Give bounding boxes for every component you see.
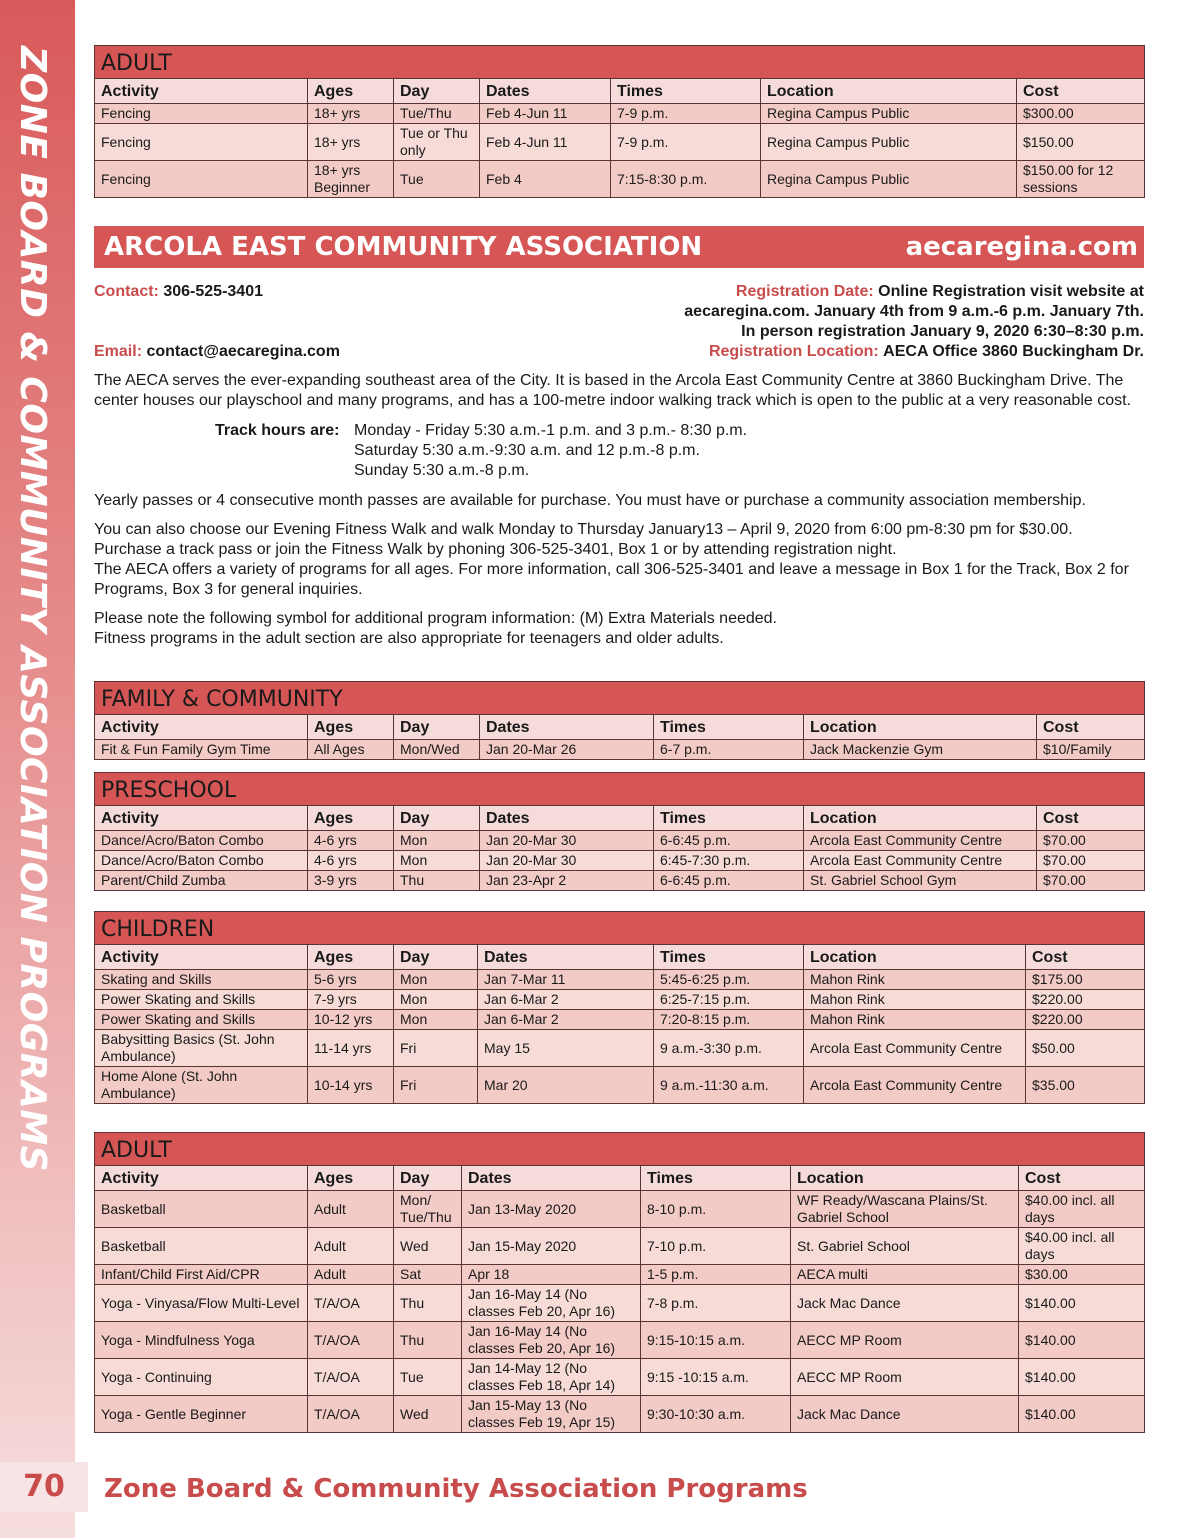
cell-cost: $40.00 incl. all days <box>1019 1228 1145 1265</box>
column-header-ages: Ages <box>308 715 394 740</box>
section-title: CHILDREN <box>95 912 1145 945</box>
cell-activity: Dance/Acro/Baton Combo <box>95 831 308 851</box>
cell-day: Tue <box>394 1359 462 1396</box>
cell-times: 7:20-8:15 p.m. <box>654 1010 804 1030</box>
cell-dates: Apr 18 <box>462 1265 641 1285</box>
evening-walk-3: The AECA offers a variety of programs for all ages. For more information, call 306-525-3401 and leave a message in Box 1 for the Track, Box 2 for Programs, Box 3 for general inquiries. <box>94 561 1129 598</box>
cell-ages: 5-6 yrs <box>308 970 394 990</box>
column-header-day: Day <box>394 715 480 740</box>
cell-cost: $220.00 <box>1026 990 1145 1010</box>
description <box>94 371 1144 649</box>
cell-activity: Yoga - Gentle Beginner <box>95 1396 308 1433</box>
cell-cost: $70.00 <box>1037 851 1145 871</box>
family-section <box>94 681 1144 760</box>
evening-walk-1: You can also choose our Evening Fitness Walk and walk Monday to Thursday January13 – April 9, 2020 from 6:00 pm-8:30 pm for $30.00. <box>94 521 1073 538</box>
cell-cost: $140.00 <box>1019 1322 1145 1359</box>
cell-cost: $140.00 <box>1019 1396 1145 1433</box>
column-header-activity: Activity <box>95 945 308 970</box>
cell-times: 1-5 p.m. <box>641 1265 791 1285</box>
cell-location: Jack Mac Dance <box>791 1396 1019 1433</box>
cell-dates: Jan 15-May 13 (No classes Feb 19, Apr 15) <box>462 1396 641 1433</box>
cell-ages: Adult <box>308 1191 394 1228</box>
cell-cost: $140.00 <box>1019 1359 1145 1396</box>
cell-dates: Jan 20-Mar 30 <box>480 831 654 851</box>
header-row <box>95 1166 1145 1191</box>
track-hours <box>94 421 1144 491</box>
column-header-location: Location <box>804 806 1037 831</box>
section-title-row <box>95 682 1145 715</box>
cell-times: 9 a.m.-11:30 a.m. <box>654 1067 804 1104</box>
cell-location: AECC MP Room <box>791 1359 1019 1396</box>
table-row <box>95 1322 1145 1359</box>
sidebar-title: ZONE BOARD & COMMUNITY ASSOCIATION PROGRAMS <box>12 46 53 1173</box>
cell-location: Arcola East Community Centre <box>804 1067 1026 1104</box>
contact-phone: 306-525-3401 <box>163 283 263 300</box>
cell-day: Fri <box>394 1067 478 1104</box>
association-banner <box>94 226 1144 268</box>
column-header-dates: Dates <box>480 79 611 104</box>
cell-times: 6-7 p.m. <box>654 740 804 760</box>
contact-label: Contact: <box>94 283 159 300</box>
children-section <box>94 911 1144 1104</box>
column-header-times: Times <box>654 715 804 740</box>
track-hours-weekday: Monday - Friday 5:30 a.m.-1 p.m. and 3 p.m.- 8:30 p.m. <box>354 422 748 439</box>
top-adult-section <box>94 45 1144 198</box>
cell-dates: Jan 15-May 2020 <box>462 1228 641 1265</box>
cell-ages: 18+ yrs Beginner <box>308 161 394 198</box>
cell-activity: Power Skating and Skills <box>95 1010 308 1030</box>
table-row <box>95 1191 1145 1228</box>
cell-dates: Jan 16-May 14 (No classes Feb 20, Apr 16) <box>462 1285 641 1322</box>
cell-ages: 18+ yrs <box>308 124 394 161</box>
contact-line <box>94 282 263 302</box>
cell-location: Mahon Rink <box>804 990 1026 1010</box>
association-website[interactable]: aecaregina.com <box>905 232 1138 262</box>
cell-cost: $70.00 <box>1037 871 1145 891</box>
cell-activity: Power Skating and Skills <box>95 990 308 1010</box>
column-header-dates: Dates <box>480 806 654 831</box>
cell-location: Jack Mac Dance <box>791 1285 1019 1322</box>
cell-dates: Mar 20 <box>478 1067 654 1104</box>
cell-activity: Fencing <box>95 124 308 161</box>
cell-dates: Feb 4-Jun 11 <box>480 104 611 124</box>
cell-ages: 4-6 yrs <box>308 851 394 871</box>
column-header-location: Location <box>791 1166 1019 1191</box>
section-title-row <box>95 1133 1145 1166</box>
cell-location: Regina Campus Public <box>761 124 1017 161</box>
cell-cost: $50.00 <box>1026 1030 1145 1067</box>
cell-location: Arcola East Community Centre <box>804 851 1037 871</box>
table-row <box>95 104 1145 124</box>
cell-times: 5:45-6:25 p.m. <box>654 970 804 990</box>
cell-cost: $30.00 <box>1019 1265 1145 1285</box>
cell-activity: Yoga - Continuing <box>95 1359 308 1396</box>
cell-times: 6:45-7:30 p.m. <box>654 851 804 871</box>
table-row <box>95 1265 1145 1285</box>
cell-location: WF Ready/Wascana Plains/St. Gabriel School <box>791 1191 1019 1228</box>
cell-location: AECA multi <box>791 1265 1019 1285</box>
cell-times: 9:30-10:30 a.m. <box>641 1396 791 1433</box>
cell-dates: Feb 4 <box>480 161 611 198</box>
cell-dates: Feb 4-Jun 11 <box>480 124 611 161</box>
preschool-section <box>94 772 1144 891</box>
cell-activity: Yoga - Mindfulness Yoga <box>95 1322 308 1359</box>
track-hours-sunday: Sunday 5:30 a.m.-8 p.m. <box>354 462 530 479</box>
column-header-dates: Dates <box>462 1166 641 1191</box>
email-label: Email: <box>94 343 143 360</box>
column-header-location: Location <box>804 715 1037 740</box>
cell-dates: Jan 14-May 12 (No classes Feb 18, Apr 14) <box>462 1359 641 1396</box>
cell-activity: Home Alone (St. John Ambulance) <box>95 1067 308 1104</box>
cell-ages: Adult <box>308 1228 394 1265</box>
cell-activity: Babysitting Basics (St. John Ambulance) <box>95 1030 308 1067</box>
cell-times: 6-6:45 p.m. <box>654 831 804 851</box>
cell-day: Mon <box>394 970 478 990</box>
cell-day: Mon <box>394 990 478 1010</box>
column-header-activity: Activity <box>95 1166 308 1191</box>
cell-times: 7-8 p.m. <box>641 1285 791 1322</box>
cell-location: Regina Campus Public <box>761 104 1017 124</box>
table-row <box>95 851 1145 871</box>
column-header-activity: Activity <box>95 715 308 740</box>
cell-location: Mahon Rink <box>804 970 1026 990</box>
cell-dates: Jan 20-Mar 30 <box>480 851 654 871</box>
cell-dates: Jan 20-Mar 26 <box>480 740 654 760</box>
cell-cost: $40.00 incl. all days <box>1019 1191 1145 1228</box>
cell-ages: 3-9 yrs <box>308 871 394 891</box>
footer-title: Zone Board & Community Association Programs <box>104 1474 808 1504</box>
cell-dates: Jan 7-Mar 11 <box>478 970 654 990</box>
cell-day: Mon/Wed <box>394 740 480 760</box>
cell-location: Mahon Rink <box>804 1010 1026 1030</box>
column-header-location: Location <box>761 79 1017 104</box>
section-title-row <box>95 773 1145 806</box>
cell-cost: $70.00 <box>1037 831 1145 851</box>
table-row <box>95 161 1145 198</box>
track-hours-saturday: Saturday 5:30 a.m.-9:30 a.m. and 12 p.m.-8 p.m. <box>354 442 700 459</box>
column-header-activity: Activity <box>95 806 308 831</box>
cell-day: Tue or Thu only <box>394 124 480 161</box>
reg-date-label: Registration Date: <box>735 283 874 300</box>
cell-day: Mon <box>394 1010 478 1030</box>
cell-dates: Jan 23-Apr 2 <box>480 871 654 891</box>
cell-activity: Fencing <box>95 161 308 198</box>
cell-ages: 11-14 yrs <box>308 1030 394 1067</box>
cell-dates: May 15 <box>478 1030 654 1067</box>
cell-dates: Jan 6-Mar 2 <box>478 990 654 1010</box>
table-row <box>95 124 1145 161</box>
column-header-activity: Activity <box>95 79 308 104</box>
cell-location: AECC MP Room <box>791 1322 1019 1359</box>
header-row <box>95 945 1145 970</box>
page-number: 70 <box>0 1462 88 1512</box>
cell-ages: 7-9 yrs <box>308 990 394 1010</box>
reg-location-label: Registration Location: <box>708 343 879 360</box>
cell-day: Fri <box>394 1030 478 1067</box>
reg-date-line2: aecaregina.com. January 4th from 9 a.m.-6 p.m. January 7th. <box>684 303 1144 320</box>
cell-times: 7:15-8:30 p.m. <box>611 161 761 198</box>
cell-dates: Jan 6-Mar 2 <box>478 1010 654 1030</box>
sidebar <box>0 0 75 1538</box>
email-value[interactable]: contact@aecaregina.com <box>146 343 340 360</box>
adult-section <box>94 1132 1144 1433</box>
cell-times: 9:15 -10:15 a.m. <box>641 1359 791 1396</box>
column-header-day: Day <box>394 945 478 970</box>
cell-cost: $35.00 <box>1026 1067 1145 1104</box>
column-header-day: Day <box>394 1166 462 1191</box>
header-row <box>95 79 1145 104</box>
cell-day: Tue <box>394 161 480 198</box>
cell-activity: Yoga - Vinyasa/Flow Multi-Level <box>95 1285 308 1322</box>
table-row <box>95 831 1145 851</box>
table-row <box>95 740 1145 760</box>
cell-ages: Adult <box>308 1265 394 1285</box>
passes-paragraph: Yearly passes or 4 consecutive month passes are available for purchase. You must have or purchase a community association membership. <box>94 492 1086 509</box>
column-header-ages: Ages <box>308 806 394 831</box>
table-row <box>95 1285 1145 1322</box>
table-row <box>95 990 1145 1010</box>
cell-day: Wed <box>394 1228 462 1265</box>
cell-activity: Basketball <box>95 1191 308 1228</box>
cell-cost: $220.00 <box>1026 1010 1145 1030</box>
preschool-table <box>94 772 1145 891</box>
column-header-times: Times <box>654 806 804 831</box>
cell-activity: Fit & Fun Family Gym Time <box>95 740 308 760</box>
cell-location: Regina Campus Public <box>761 161 1017 198</box>
column-header-times: Times <box>611 79 761 104</box>
cell-cost: $10/Family <box>1037 740 1145 760</box>
cell-day: Wed <box>394 1396 462 1433</box>
cell-times: 7-9 p.m. <box>611 124 761 161</box>
cell-activity: Fencing <box>95 104 308 124</box>
cell-ages: 4-6 yrs <box>308 831 394 851</box>
section-title: ADULT <box>95 1133 1145 1166</box>
table-row <box>95 1030 1145 1067</box>
column-header-dates: Dates <box>480 715 654 740</box>
section-title: ADULT <box>95 46 1145 79</box>
column-header-cost: Cost <box>1037 806 1145 831</box>
column-header-ages: Ages <box>308 1166 394 1191</box>
intro-paragraph: The AECA serves the ever-expanding southeast area of the City. It is based in the Arcola East Community Centre at 3860 Buckingham Drive. The center houses our playschool and many programs, and has a 100-metre indoor walking track which is open to the public at a very reasonable cost. <box>94 372 1132 409</box>
cell-activity: Infant/Child First Aid/CPR <box>95 1265 308 1285</box>
cell-day: Mon <box>394 851 480 871</box>
cell-location: Arcola East Community Centre <box>804 1030 1026 1067</box>
table-row <box>95 871 1145 891</box>
column-header-day: Day <box>394 79 480 104</box>
column-header-dates: Dates <box>478 945 654 970</box>
track-hours-label: Track hours are: <box>215 422 340 439</box>
cell-day: Thu <box>394 871 480 891</box>
top-adult-table <box>94 45 1145 198</box>
section-title-row <box>95 912 1145 945</box>
email-line <box>94 342 340 362</box>
cell-times: 9 a.m.-3:30 p.m. <box>654 1030 804 1067</box>
cell-day: Sat <box>394 1265 462 1285</box>
cell-times: 9:15-10:15 a.m. <box>641 1322 791 1359</box>
cell-cost: $175.00 <box>1026 970 1145 990</box>
cell-dates: Jan 16-May 14 (No classes Feb 20, Apr 16) <box>462 1322 641 1359</box>
column-header-cost: Cost <box>1019 1166 1145 1191</box>
family-table <box>94 681 1145 760</box>
cell-times: 6:25-7:15 p.m. <box>654 990 804 1010</box>
cell-location: Arcola East Community Centre <box>804 831 1037 851</box>
children-table <box>94 911 1145 1104</box>
reg-date-line1: Online Registration visit website at <box>878 283 1144 300</box>
table-row <box>95 1010 1145 1030</box>
reg-location-value: AECA Office 3860 Buckingham Dr. <box>883 343 1144 360</box>
reg-date-line3: In person registration January 9, 2020 6:30–8:30 p.m. <box>741 323 1144 340</box>
cell-dates: Jan 13-May 2020 <box>462 1191 641 1228</box>
evening-walk-2: Purchase a track pass or join the Fitness Walk by phoning 306-525-3401, Box 1 or by attending registration night. <box>94 541 897 558</box>
column-header-ages: Ages <box>308 79 394 104</box>
column-header-times: Times <box>641 1166 791 1191</box>
cell-times: 6-6:45 p.m. <box>654 871 804 891</box>
cell-day: Thu <box>394 1285 462 1322</box>
column-header-ages: Ages <box>308 945 394 970</box>
cell-cost: $150.00 for 12 sessions <box>1017 161 1145 198</box>
table-row <box>95 970 1145 990</box>
table-row <box>95 1228 1145 1265</box>
cell-cost: $300.00 <box>1017 104 1145 124</box>
section-title: PRESCHOOL <box>95 773 1145 806</box>
cell-ages: T/A/OA <box>308 1322 394 1359</box>
cell-ages: 18+ yrs <box>308 104 394 124</box>
cell-day: Thu <box>394 1322 462 1359</box>
registration-info <box>684 282 1144 362</box>
cell-day: Mon/ Tue/Thu <box>394 1191 462 1228</box>
cell-times: 7-9 p.m. <box>611 104 761 124</box>
cell-day: Mon <box>394 831 480 851</box>
note-1: Please note the following symbol for additional program information: (M) Extra Materials needed. <box>94 610 777 627</box>
table-row <box>95 1396 1145 1433</box>
note-2: Fitness programs in the adult section are also appropriate for teenagers and older adults. <box>94 630 724 647</box>
association-name: ARCOLA EAST COMMUNITY ASSOCIATION <box>104 232 703 262</box>
cell-ages: T/A/OA <box>308 1396 394 1433</box>
cell-times: 7-10 p.m. <box>641 1228 791 1265</box>
section-title: FAMILY & COMMUNITY <box>95 682 1145 715</box>
cell-activity: Basketball <box>95 1228 308 1265</box>
cell-times: 8-10 p.m. <box>641 1191 791 1228</box>
adult-table <box>94 1132 1145 1433</box>
cell-cost: $150.00 <box>1017 124 1145 161</box>
cell-activity: Dance/Acro/Baton Combo <box>95 851 308 871</box>
cell-day: Tue/Thu <box>394 104 480 124</box>
cell-ages: 10-14 yrs <box>308 1067 394 1104</box>
cell-location: St. Gabriel School Gym <box>804 871 1037 891</box>
cell-ages: All Ages <box>308 740 394 760</box>
column-header-cost: Cost <box>1017 79 1145 104</box>
header-row <box>95 806 1145 831</box>
cell-ages: 10-12 yrs <box>308 1010 394 1030</box>
cell-activity: Skating and Skills <box>95 970 308 990</box>
cell-location: Jack Mackenzie Gym <box>804 740 1037 760</box>
cell-cost: $140.00 <box>1019 1285 1145 1322</box>
table-row <box>95 1067 1145 1104</box>
cell-activity: Parent/Child Zumba <box>95 871 308 891</box>
table-row <box>95 1359 1145 1396</box>
column-header-cost: Cost <box>1026 945 1145 970</box>
column-header-cost: Cost <box>1037 715 1145 740</box>
column-header-times: Times <box>654 945 804 970</box>
cell-ages: T/A/OA <box>308 1285 394 1322</box>
column-header-day: Day <box>394 806 480 831</box>
section-title-row <box>95 46 1145 79</box>
cell-ages: T/A/OA <box>308 1359 394 1396</box>
column-header-location: Location <box>804 945 1026 970</box>
cell-location: St. Gabriel School <box>791 1228 1019 1265</box>
header-row <box>95 715 1145 740</box>
